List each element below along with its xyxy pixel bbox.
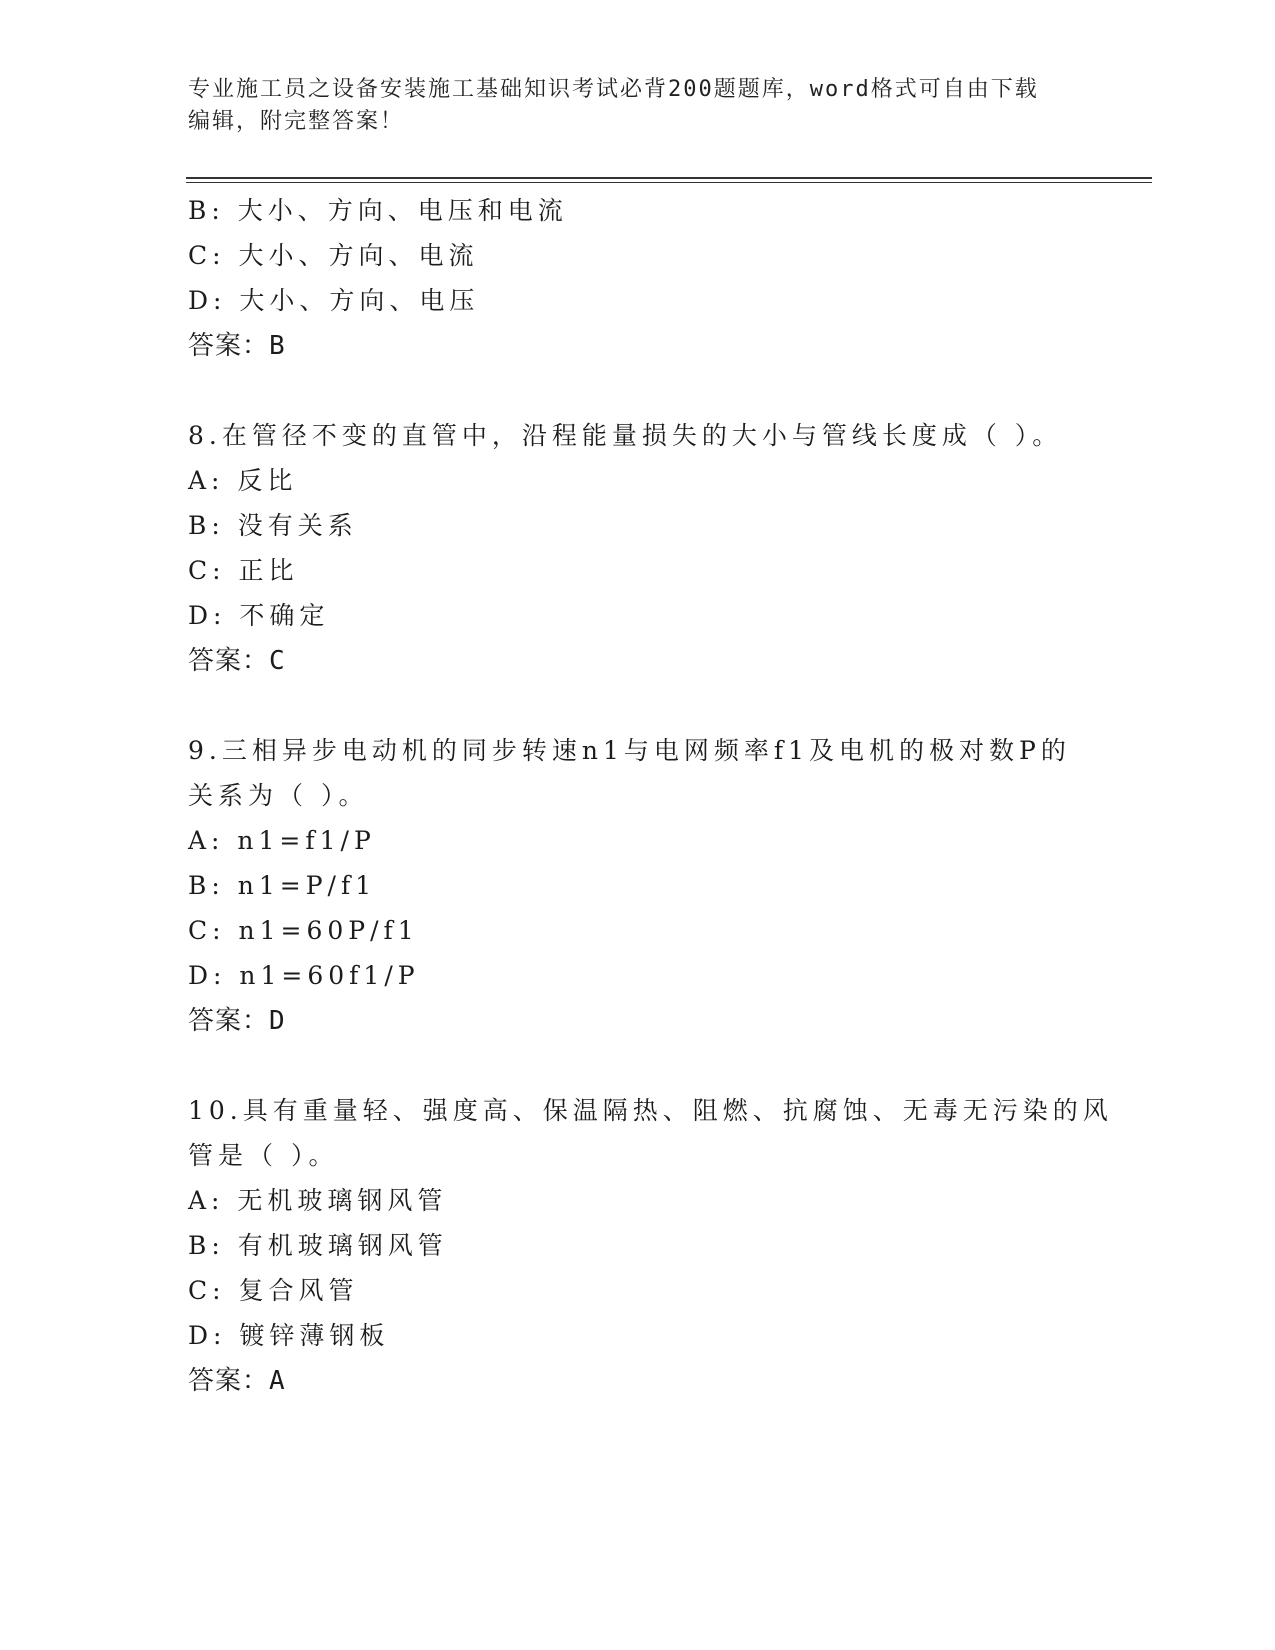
header-divider-thick: [186, 177, 1152, 179]
q9-option-c: C: n1=60P/f1: [188, 916, 419, 945]
q7-option-b: B: 大小、方向、电压和电流: [188, 196, 568, 225]
q8-option-c: C: 正比: [188, 556, 299, 585]
q7-answer: 答案：B: [188, 331, 286, 361]
q10-option-c: C: 复合风管: [188, 1276, 359, 1305]
q9-option-d: D: n1=60f1/P: [188, 961, 420, 990]
q10-option-b: B: 有机玻璃钢风管: [188, 1231, 448, 1260]
q8-option-b: B: 没有关系: [188, 511, 358, 540]
q7-option-c: C: 大小、方向、电流: [188, 241, 479, 270]
document-header: [188, 74, 1078, 138]
q8-stem: 8.在管径不变的直管中，沿程能量损失的大小与管线长度成（ ）。: [188, 421, 1063, 450]
q8-answer: 答案：C: [188, 646, 286, 676]
q9-option-b: B: n1=P/f1: [188, 871, 377, 900]
q9-answer: 答案：D: [188, 1006, 286, 1036]
q9-option-a: A: n1=f1/P: [188, 826, 376, 855]
q10-option-a: A: 无机玻璃钢风管: [188, 1186, 448, 1215]
q8-option-d: D: 不确定: [188, 601, 330, 630]
q8-option-a: A: 反比: [188, 466, 298, 495]
header-title-line-1: 专业施工员之设备安装施工基础知识考试必背200题题库，word格式可自由下载: [188, 77, 1039, 102]
q10-option-d: D: 镀锌薄钢板: [188, 1321, 390, 1350]
header-title-line-2: 编辑，附完整答案！: [188, 109, 405, 134]
header-divider-thin: [186, 182, 1152, 183]
q9-stem-line-2: 关系为（ ）。: [188, 781, 369, 810]
q7-option-d: D: 大小、方向、电压: [188, 286, 480, 315]
q10-answer: 答案：A: [188, 1366, 286, 1396]
q9-stem-line-1: 9.三相异步电动机的同步转速n1与电网频率f1及电机的极对数P的: [188, 736, 1071, 765]
q10-stem-line-1: 10.具有重量轻、强度高、保温隔热、阻燃、抗腐蚀、无毒无污染的风: [188, 1096, 1113, 1125]
q10-stem-line-2: 管是（ ）。: [188, 1141, 339, 1170]
